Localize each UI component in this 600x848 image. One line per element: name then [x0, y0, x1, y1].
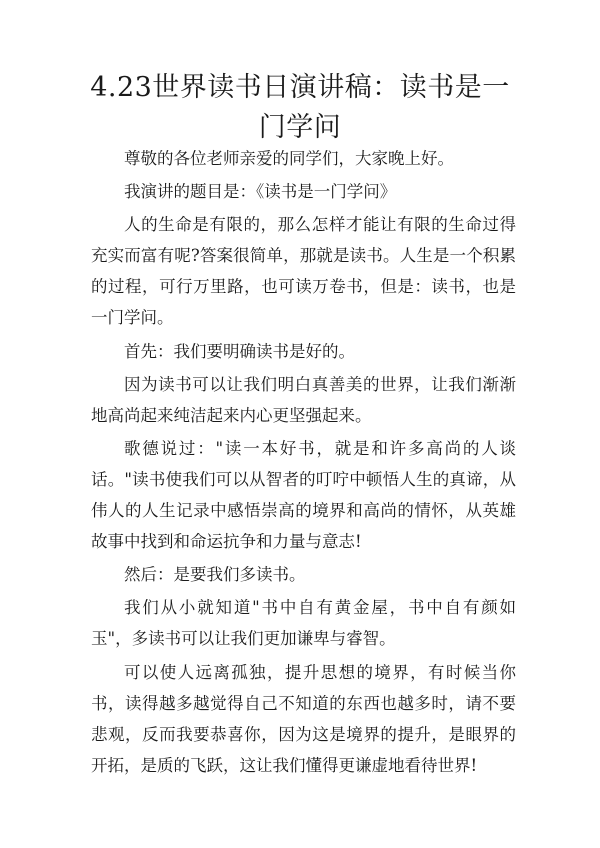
paragraph-reason: 因为读书可以让我们明白真善美的世界，让我们渐渐地高尚起来纯洁起来内心更坚强起来。	[91, 374, 516, 425]
paragraph-first-point: 首先：我们要明确读书是好的。	[124, 341, 355, 361]
paragraph-second-point: 然后：是要我们多读书。	[124, 565, 306, 585]
paragraph-golden-house: 我们从小就知道"书中自有黄金屋，书中自有颜如玉"，多读书可以让我们更加谦卑与睿智。	[91, 598, 516, 649]
paragraph-wisdom: 可以使人远离孤独，提升思想的境界，有时候当你书，读得越多越觉得自己不知道的东西也越多时，请不要悲观，反而我要恭喜你，因为这是境界的提升，是眼界的开拓，是质的飞跃，这让我们懂得更谦虚地看待世界!	[91, 662, 516, 775]
paragraph-goethe-quote: 歌德说过："读一本好书，就是和许多高尚的人谈话。"读书使我们可以从智者的叮咛中顿悟人生的真谛，从伟人的人生记录中感悟崇高的境界和高尚的情怀，从英雄故事中找到和命运抗争和力量与意志!	[91, 438, 516, 551]
paragraph-intro: 人的生命是有限的，那么怎样才能让有限的生命过得充实而富有呢?答案很简单，那就是读书。人生是一个积累的过程，可行万里路，也可读万卷书，但是：读书，也是一门学问。	[91, 215, 516, 328]
paragraph-topic: 我演讲的题目是：《读书是一门学问》	[124, 182, 397, 202]
document-body	[91, 143, 516, 783]
document-title: 4.23世界读书日演讲稿：读书是一门学问	[90, 72, 510, 143]
paragraph-greeting: 尊敬的各位老师亲爱的同学们，大家晚上好。	[124, 149, 454, 168]
